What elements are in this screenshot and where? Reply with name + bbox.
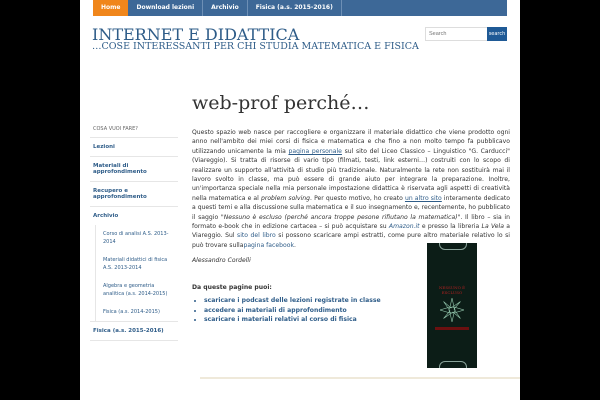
search-button[interactable]: search: [487, 27, 507, 41]
ornament-bottom: [439, 361, 467, 368]
sidebar-subitem-fisica-2013[interactable]: Materiali didattici di fisica A.S. 2013-2014: [103, 257, 168, 271]
sidebar-item-archivio[interactable]: Archivio: [93, 213, 119, 219]
text: a Viareggio. Sul: [192, 223, 510, 240]
emphasis: La Vela: [481, 223, 504, 231]
sidebar-subitem-fisica-2014[interactable]: Fisica (a.s. 2014-2015): [103, 309, 160, 315]
star-ornament-icon: [440, 298, 464, 322]
sidebar-item-lezioni[interactable]: Lezioni: [90, 138, 178, 157]
book-cover-title: NESSUNO È ESCLUSO: [438, 285, 466, 295]
link-corso-fisica[interactable]: • scaricare i materiali relativi al corso di fisica: [204, 315, 510, 325]
text: e presso la libreria: [419, 223, 482, 231]
page-container: [80, 0, 520, 400]
site-title[interactable]: INTERNET E DIDATTICA: [92, 25, 300, 44]
main-navigation: [93, 0, 507, 16]
page-title: web-prof perché…: [192, 92, 370, 114]
nav-tab-home[interactable]: Home: [93, 0, 128, 16]
sidebar-item-fisica-2015[interactable]: Fisica (a.s. 2015-2016): [90, 321, 178, 341]
sidebar-item-recupero[interactable]: Recupero e approfondimento: [90, 182, 178, 207]
search-input[interactable]: [425, 27, 491, 41]
sidebar-widget-title: COSA VUOI FARE?: [90, 126, 178, 138]
sidebar: [90, 126, 178, 341]
book-cover-author: [435, 327, 469, 330]
link-podcast[interactable]: • scaricare i podcast delle lezioni registrate in classe: [204, 296, 510, 306]
text: sul sito del Liceo Classico – Linguistico "G. Carducci" (Viareggio). Si tratta di risorse di vario tipo (filmati, testi, link esterni…) costruiti con lo scopo di realizzare un supporto all'attività di studio più tradizionale. Naturalmente la rete non sostituirà mai il lavoro svolto in classe, ma può essere di grande aiuto per integrare la preparazione. Inoltre, un'importanza speciale nella mia personale impostazione didattica è riservata agli aspetti di creatività nella matematica e al: [192, 147, 510, 202]
link-sito-libro[interactable]: sito del libro: [237, 232, 276, 240]
content-divider: [200, 377, 520, 379]
book-title: Nessuno è escluso (perché ancora troppe pesone rifiutano la matematica): [223, 213, 458, 221]
ornament-top: [439, 243, 467, 250]
signature: Alessandro Cordelli: [192, 257, 251, 265]
text: . Per questo motivo, ho creato: [310, 194, 405, 202]
nav-tab-fisica-2015-2016[interactable]: Fisica (a.s. 2015-2016): [248, 0, 342, 16]
link-approfondimento[interactable]: • accedere ai materiali di approfondimento: [204, 306, 510, 316]
sidebar-archive-submenu: [95, 225, 178, 321]
book-cover-image[interactable]: [427, 243, 477, 368]
link-pagina-personale[interactable]: pagina personale: [288, 147, 342, 155]
link-amazon[interactable]: Amazon.it: [388, 223, 420, 231]
intro-paragraph: [192, 128, 510, 250]
text: si possono scaricare ampi estratti, come pure altro materiale relativo lo si può trovare sulla: [192, 232, 510, 249]
links-intro: Da queste pagine puoi:: [192, 283, 272, 291]
nav-tab-archivio[interactable]: Archivio: [203, 0, 248, 16]
sidebar-subitem-analisi-2013[interactable]: Corso di analisi A.S. 2013-2014: [103, 231, 169, 245]
text: ". Il libro – sia in formato e-book che in edizione cartacea – si può acquistare su: [192, 213, 510, 231]
emphasis: problem solving: [260, 194, 311, 202]
text: Questo spazio web nasce per raccogliere e organizzare il materiale didattico che viene prodotto ogni anno nell'ambito dei miei corsi di fisica e matematica e che fino a non molto tempo fa pubblicavo utilizzando unicamente la mia: [192, 129, 510, 155]
text: interamente dedicato a questi temi e alla discussione sulla matematica e il suo insegnamento e, recentemente, ho pubblicato il saggio ": [192, 194, 510, 221]
nav-tab-download-lezioni[interactable]: Download lezioni: [128, 0, 203, 16]
site-tagline: …COSE INTERESSANTI PER CHI STUDIA MATEMATICA E FISICA: [92, 41, 419, 52]
link-pagina-facebook[interactable]: pagina facebook: [243, 241, 294, 249]
sidebar-item-materiali[interactable]: Materiali di approfondimento: [90, 157, 178, 182]
text: .: [293, 241, 296, 249]
link-altro-sito[interactable]: un altro sito: [404, 194, 442, 202]
sidebar-subitem-algebra-2014[interactable]: Algebra e geometria analitica (a.s. 2014-2015): [103, 283, 168, 297]
